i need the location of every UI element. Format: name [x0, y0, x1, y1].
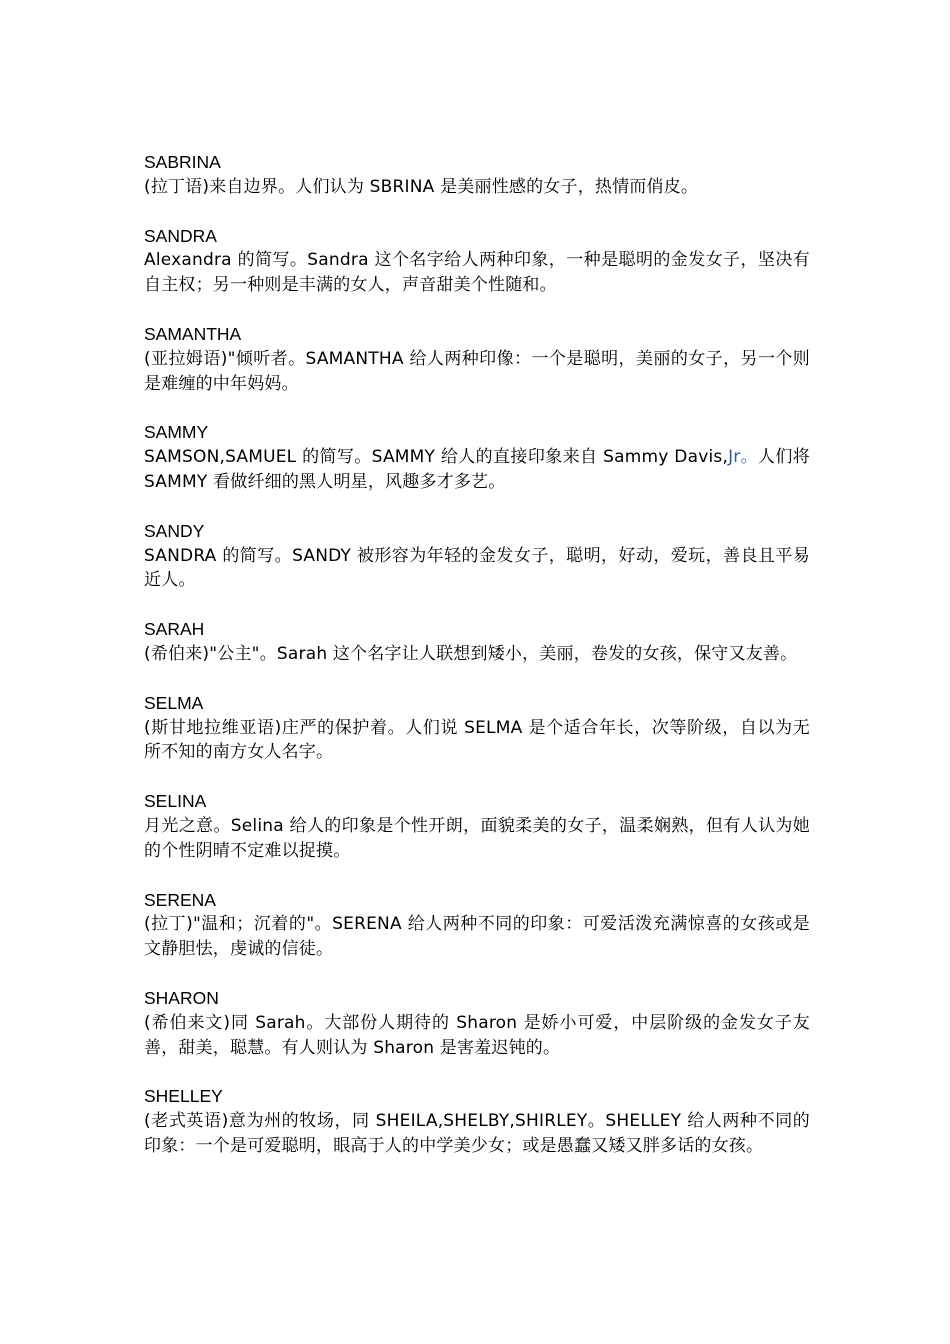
entry-description-part: SAMSON,SAMUEL 的简写。SAMMY 给人的直接印象来自 Sammy Davis, [144, 447, 729, 468]
entry-description-part: 人们将 SAMMY 看做纤细的黑人明星，风趣多才多艺。 [144, 447, 810, 492]
entry-title: SARAH [144, 619, 205, 640]
entry-title: SAMANTHA [144, 323, 242, 344]
entry-description: (老式英语)意为州的牧场，同 SHEILA,SHELBY,SHIRLEY。SHELLEY 给人两种不同的印象：一个是可爱聪明，眼高于人的中学美少女；或是愚蠢又矮又胖多话的女孩。 [144, 1111, 810, 1156]
entry-samantha [144, 322, 810, 396]
entry-description: (亚拉姆语)"倾听者。SAMANTHA 给人两种印像：一个是聪明，美丽的女子，另一个则是难缠的中年妈妈。 [144, 348, 810, 394]
entry-title: SHARON [144, 987, 219, 1008]
entry-selma [144, 691, 810, 765]
entry-title: SERENA [144, 889, 216, 910]
entry-sabrina [144, 150, 810, 200]
entry-title: SHELLEY [144, 1086, 223, 1107]
entry-description: (拉丁语)来自边界。人们认为 SBRINA 是美丽性感的女子，热情而俏皮。 [144, 176, 699, 197]
entry-sandra [144, 224, 810, 298]
entry-selina [144, 789, 810, 863]
jr-link[interactable]: Jr。 [728, 447, 759, 468]
entry-description: SANDRA 的简写。SANDY 被形容为年轻的金发女子，聪明，好动，爱玩，善良且平易近人。 [144, 545, 810, 591]
entry-description: (拉丁)"温和；沉着的"。SERENA 给人两种不同的印象：可爱活泼充满惊喜的女孩或是文静胆怯，虔诚的信徒。 [144, 914, 810, 960]
entry-description: (希伯来文)同 Sarah。大部份人期待的 Sharon 是娇小可爱，中层阶级的金发女子友善，甜美，聪慧。有人则认为 Sharon 是害羞迟钝的。 [144, 1012, 810, 1058]
entry-sharon [144, 986, 810, 1060]
entry-sandy [144, 519, 810, 593]
entry-description: 月光之意。Selina 给人的印象是个性开朗，面貌柔美的女子，温柔娴熟，但有人认为她的个性阴晴不定难以捉摸。 [144, 815, 810, 861]
entry-sammy [144, 420, 810, 494]
entry-description [144, 445, 810, 495]
entry-description: (斯甘地拉维亚语)庄严的保护着。人们说 SELMA 是个适合年长，次等阶级，自以为无所不知的南方女人名字。 [144, 717, 810, 763]
entry-description: Alexandra 的简写。Sandra 这个名字给人两种印象，一种是聪明的金发女子，坚决有自主权；另一种则是丰满的女人，声音甜美个性随和。 [144, 250, 810, 296]
entry-description: (希伯来)"公主"。Sarah 这个名字让人联想到矮小，美丽，卷发的女孩，保守又友善。 [144, 643, 798, 664]
entry-title: SAMMY [144, 422, 209, 443]
document-page [144, 150, 810, 1183]
entry-title: SANDY [144, 520, 205, 541]
entry-title: SELINA [144, 791, 207, 812]
entry-sarah [144, 617, 810, 667]
entry-title: SANDRA [144, 225, 217, 246]
entry-shelley [144, 1084, 810, 1158]
entry-title: SELMA [144, 692, 204, 713]
entry-serena [144, 888, 810, 962]
entry-title: SABRINA [144, 152, 221, 172]
